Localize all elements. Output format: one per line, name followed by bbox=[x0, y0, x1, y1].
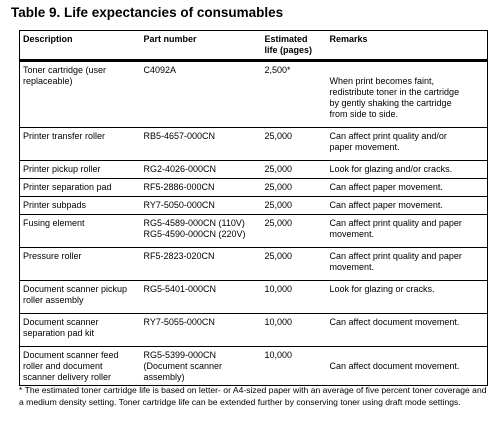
cell-part-number: RB5-4657-000CN bbox=[141, 128, 262, 161]
cell-part-number: RF5-2823-020CN bbox=[141, 248, 262, 281]
table-row bbox=[20, 281, 488, 314]
cell-part-number: RG5-4589-000CN (110V) RG5-4590-000CN (220V) bbox=[141, 215, 262, 248]
cell-estimated-life: 2,500* bbox=[262, 61, 327, 128]
cell-estimated-life: 10,000 bbox=[262, 281, 327, 314]
cell-remarks: Can affect document movement. bbox=[327, 347, 488, 386]
table-row bbox=[20, 179, 488, 197]
cell-part-number: RG5-5401-000CN bbox=[141, 281, 262, 314]
cell-description: Document scanner separation pad kit bbox=[20, 314, 141, 347]
cell-description: Pressure roller bbox=[20, 248, 141, 281]
cell-part-number: RY7-5055-000CN bbox=[141, 314, 262, 347]
cell-description: Document scanner pickup roller assembly bbox=[20, 281, 141, 314]
cell-estimated-life: 25,000 bbox=[262, 215, 327, 248]
cell-remarks: Look for glazing and/or cracks. bbox=[327, 161, 488, 179]
cell-part-number: RG5-5399-000CN (Document scanner assembly) bbox=[141, 347, 262, 386]
header-estimated-life bbox=[262, 31, 327, 61]
cell-description: Printer subpads bbox=[20, 197, 141, 215]
table-row bbox=[20, 128, 488, 161]
cell-estimated-life: 25,000 bbox=[262, 161, 327, 179]
header-part-number: Part number bbox=[141, 31, 262, 61]
cell-part-number: RG2-4026-000CN bbox=[141, 161, 262, 179]
cell-remarks: When print becomes faint, redistribute toner in the cartridge by gently shaking the cartridge from side to side. bbox=[327, 61, 488, 128]
table-row bbox=[20, 347, 488, 386]
header-estimated-life-line1: Estimated bbox=[264, 34, 308, 44]
table-row bbox=[20, 248, 488, 281]
cell-part-number: RY7-5050-000CN bbox=[141, 197, 262, 215]
cell-description: Document scanner feed roller and document scanner delivery roller bbox=[20, 347, 141, 386]
cell-remarks: Can affect paper movement. bbox=[327, 197, 488, 215]
cell-estimated-life: 10,000 bbox=[262, 314, 327, 347]
cell-remarks: Can affect paper movement. bbox=[327, 179, 488, 197]
consumables-table bbox=[19, 30, 488, 386]
table-title: Table 9. Life expectancies of consumables bbox=[11, 5, 284, 20]
table-row bbox=[20, 314, 488, 347]
cell-estimated-life: 25,000 bbox=[262, 128, 327, 161]
cell-estimated-life: 25,000 bbox=[262, 248, 327, 281]
cell-remarks: Can affect print quality and/or paper movement. bbox=[327, 128, 488, 161]
cell-remarks: Can affect print quality and paper movement. bbox=[327, 215, 488, 248]
cell-description: Printer pickup roller bbox=[20, 161, 141, 179]
cell-estimated-life: 25,000 bbox=[262, 197, 327, 215]
table-row bbox=[20, 215, 488, 248]
cell-description: Fusing element bbox=[20, 215, 141, 248]
cell-description: Toner cartridge (user replaceable) bbox=[20, 61, 141, 128]
cell-remarks: Can affect print quality and paper movement. bbox=[327, 248, 488, 281]
table-row bbox=[20, 161, 488, 179]
table-row bbox=[20, 197, 488, 215]
cell-description: Printer separation pad bbox=[20, 179, 141, 197]
header-row bbox=[20, 31, 488, 61]
table-row bbox=[20, 61, 488, 128]
cell-remarks: Look for glazing or cracks. bbox=[327, 281, 488, 314]
cell-part-number: C4092A bbox=[141, 61, 262, 128]
header-remarks: Remarks bbox=[327, 31, 488, 61]
cell-part-number: RF5-2886-000CN bbox=[141, 179, 262, 197]
footnote: * The estimated toner cartridge life is based on letter- or A4-sized paper with an average of five percent toner coverage and a medium density setting. Toner cartridge life can be extended further by conserving toner using draft mode settings. bbox=[19, 385, 487, 407]
header-estimated-life-line2: life (pages) bbox=[264, 45, 313, 55]
cell-estimated-life: 25,000 bbox=[262, 179, 327, 197]
cell-estimated-life: 10,000 bbox=[262, 347, 327, 386]
header-description: Description bbox=[20, 31, 141, 61]
cell-description: Printer transfer roller bbox=[20, 128, 141, 161]
cell-remarks: Can affect document movement. bbox=[327, 314, 488, 347]
